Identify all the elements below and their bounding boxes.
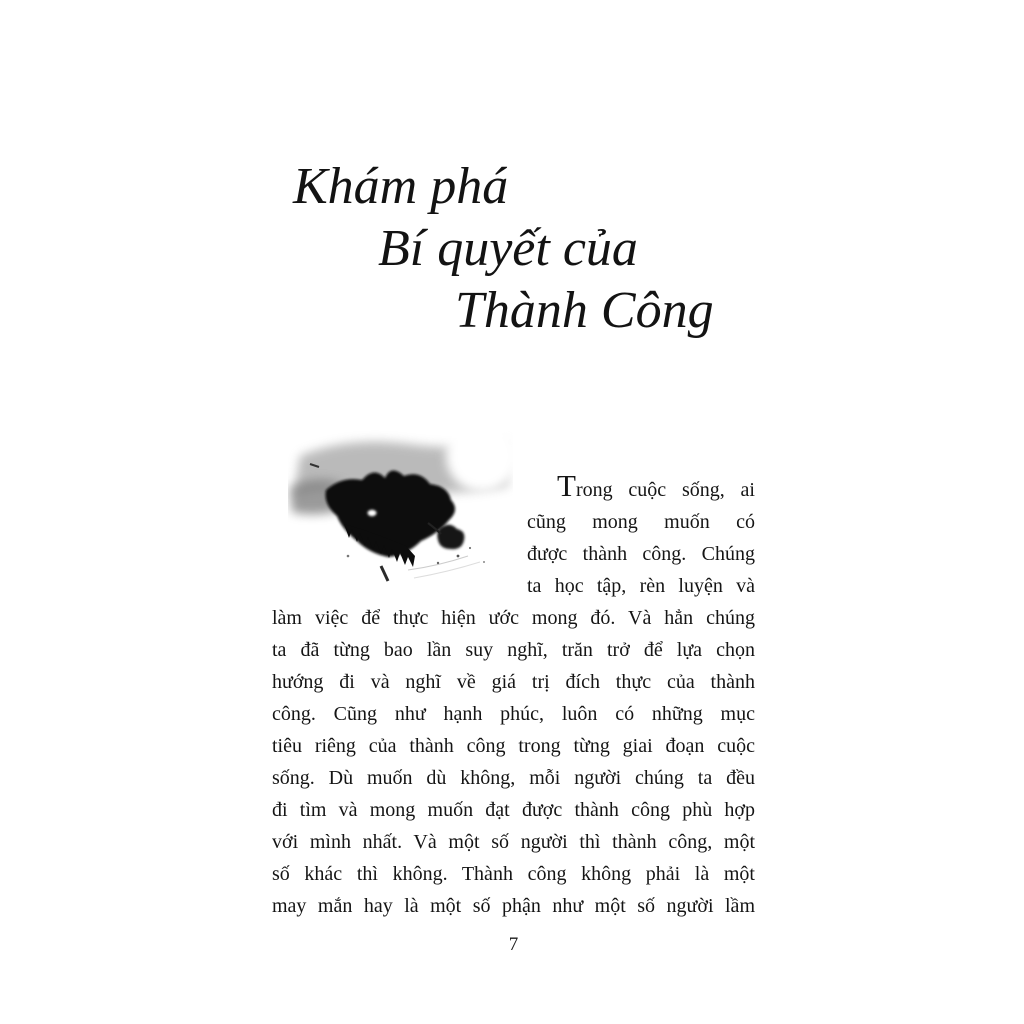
ink-wash-illustration [288,428,513,588]
paragraph-line: ta học tập, rèn luyện và [527,575,755,597]
body-text-block [272,470,755,922]
paragraph-line: đi tìm và mong muốn đạt được thành công phù hợp [272,799,755,821]
paragraph-line: ta đã từng bao lần suy nghĩ, trăn trở để lựa chọn [272,639,755,661]
title-line-2: Bí quyết của [378,220,638,277]
paragraph-line: công. Cũng như hạnh phúc, luôn có những mục [272,703,755,725]
chapter-title [272,156,792,342]
paragraph-line: được thành công. Chúng [527,543,755,565]
paragraph-line: hướng đi và nghĩ về giá trị đích thực của thành [272,671,755,693]
raised-initial: T [557,468,576,503]
paragraph-line: sống. Dù muốn dù không, mỗi người chúng ta đều [272,767,755,789]
paragraph-line: làm việc để thực hiện ước mong đó. Và hẳn chúng [272,607,755,629]
paragraph-line: cũng mong muốn có [527,511,755,533]
paragraph-line [527,470,755,506]
page-number: 7 [508,934,519,955]
paragraph-line-text: rong cuộc sống, ai [575,479,755,501]
paragraph-line: tiêu riêng của thành công trong từng giai đoạn cuộc [272,735,755,757]
paragraph-line: với mình nhất. Và một số người thì thành công, một [272,831,755,853]
paragraph-line: may mắn hay là một số phận như một số người lầm [272,895,755,917]
title-line-1: Khám phá [293,158,509,215]
paragraph-line: số khác thì không. Thành công không phải là một [272,863,755,885]
title-line-3: Thành Công [455,282,714,339]
